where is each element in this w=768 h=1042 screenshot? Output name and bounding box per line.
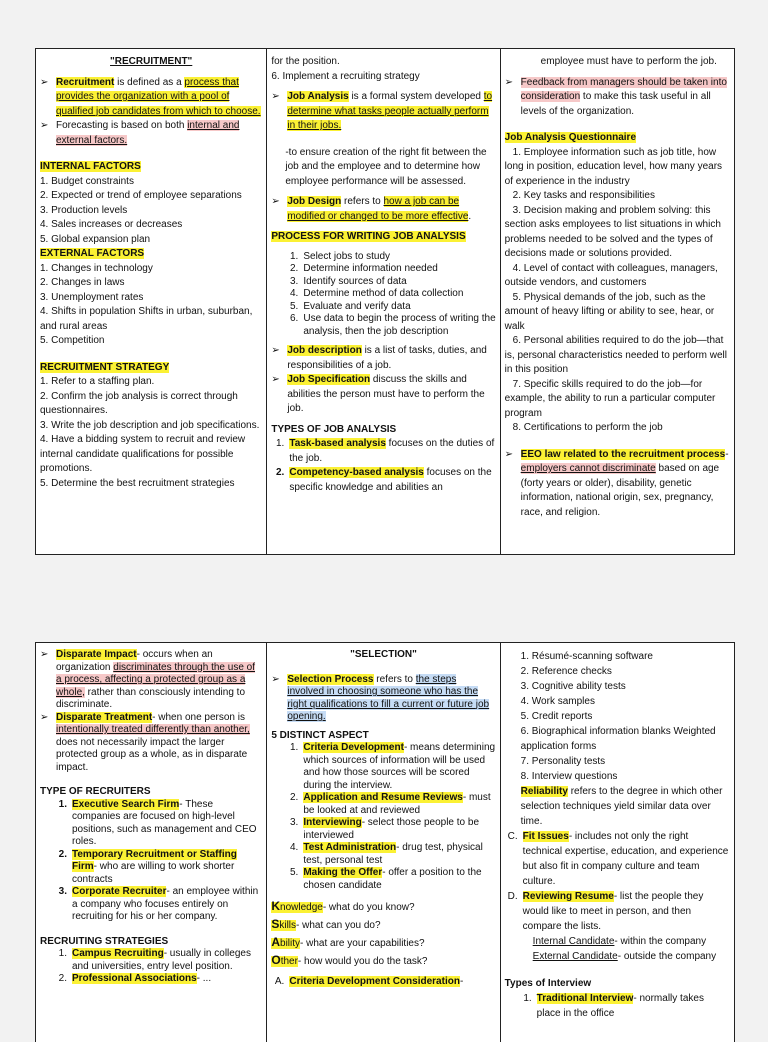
list-item: 3. Production levels <box>40 204 128 216</box>
job-analysis-purpose: -to ensure creation of the right fit between the job and the employee and to determine how employee performance will be assessed. <box>285 146 487 187</box>
list-item: 5. Evaluate and verify data <box>290 300 411 312</box>
list-item: 3. Cognitive ability tests <box>520 681 626 692</box>
list-item: 3. Identify sources of data <box>290 275 407 287</box>
types-title: TYPES OF JOB ANALYSIS <box>271 423 397 435</box>
list-item: 2. Temporary Recruitment or Staffing Firm- who are willing to work shorter contracts <box>58 848 237 885</box>
list-item: 1. Task-based analysis focuses on the duties of the job. <box>276 438 495 464</box>
list-item: 2. Competency-based analysis focuses on the specific knowledge and abilities an <box>276 467 492 493</box>
list-item: 7. Personality tests <box>520 756 606 767</box>
recruiter-types-title: TYPE OF RECRUITERS <box>40 786 151 797</box>
list-item: 1. Refer to a staffing plan. <box>40 376 155 387</box>
eeo-law-note: ➢ EEO law related to the recruitment process- employers cannot discriminate based on age (forty years or older), disability, genetic information, national origin, sex, pregnancy, race, and religion. <box>505 448 730 521</box>
list-item: 8. Interview questions <box>520 771 618 782</box>
recruitment-strategy-list <box>40 375 262 491</box>
external-factors-title: EXTERNAL FACTORS <box>40 248 145 259</box>
selection-tools-column <box>501 643 734 1042</box>
list-item: 1. Changes in technology <box>40 262 153 274</box>
list-item: 1. Employee information such as job title, how long in position, education level, how many years of experience in the industry <box>504 146 723 187</box>
bottom-notes-table <box>35 642 735 1042</box>
list-item: Ability- what are your capabilities? <box>271 935 425 949</box>
list-item: 6. Biographical information blanks Weighted application forms <box>520 726 716 752</box>
list-item: 2. Confirm the job analysis is correct through questionnaires. <box>40 390 238 416</box>
disparate-treatment-note: ➢ Disparate Treatment- when one person is intentionally treated differently than another, does not necessarily impact the larger protected group as a whole, as in disparate impact. <box>40 711 250 773</box>
internal-factors-list <box>40 175 262 248</box>
list-item: 3. Write the job description and job specifications. <box>40 419 260 431</box>
aspect-list <box>271 742 495 892</box>
list-item: 5. Determine the best recruitment strategies <box>40 477 235 489</box>
list-item: Reliability refers to the degree in which other selection techniques yield similar data over time. <box>520 786 723 827</box>
list-item: D. Reviewing Resume- list the people they would like to meet in person, and then compare the lists. <box>507 891 704 932</box>
list-item: 7. Specific skills required to do the job—for example, the ability to run a particular computer program <box>504 378 716 419</box>
job-analysis-column <box>267 49 500 554</box>
list-item: 4. Determine method of data collection <box>290 288 464 299</box>
list-item: 5. Physical demands of the job, such as the amount of heavy lifting or ability to see, hear, or walk <box>504 291 715 332</box>
list-item: 2. Professional Associations- ... <box>58 973 212 984</box>
selection-process-definition: ➢ Selection Process refers to the steps involved in choosing someone who has the right qualifications to fill a current or future job opening. <box>271 673 490 722</box>
questionnaire-column <box>501 49 734 554</box>
process-title: PROCESS FOR WRITING JOB ANALYSIS <box>271 231 466 242</box>
external-factors-list <box>40 262 262 349</box>
list-item: 3. Corporate Recruiter- an employee within a company who focuses entirely on recruiting for his or her company. <box>58 886 259 922</box>
list-item: Skills- what can you do? <box>271 917 381 931</box>
selection-title: "SELECTION" <box>350 649 417 660</box>
list-item: 2. Expected or trend of employee separations <box>40 190 242 201</box>
arrow-bullet-icon: ➢ <box>40 649 49 660</box>
list-item: 4. Sales increases or decreases <box>40 219 183 230</box>
list-item: 1. Traditional Interview- normally takes place in the office <box>523 993 704 1019</box>
questionnaire-list <box>505 146 730 436</box>
ksao-list <box>271 898 495 970</box>
list-item: Knowledge- what do you know? <box>271 899 415 913</box>
distinct-aspect-title: 5 DISTINCT ASPECT <box>271 729 369 741</box>
job-analysis-definition: ➢ Job Analysis is a formal system developed to determine what tasks people actually perform in their jobs. <box>271 90 495 134</box>
list-item: 5. Global expansion plan <box>40 233 151 245</box>
recruiting-strategies-title: RECRUITING STRATEGIES <box>40 935 169 947</box>
list-item: 8. Certifications to perform the job <box>512 422 663 433</box>
process-list <box>271 251 495 339</box>
job-description-definition: ➢ Job description is a list of tasks, duties, and responsibilities of a job. <box>271 344 495 373</box>
list-item: C. Fit Issues- includes not only the right technical expertise, education, and experience but also fit in company culture and team culture. <box>507 831 729 887</box>
arrow-bullet-icon: ➢ <box>504 448 514 460</box>
recruitment-column <box>36 49 267 554</box>
recruitment-definition: ➢ Recruitment is defined as a process that provides the organization with a pool of qualified job candidates from which to choose. <box>40 76 262 120</box>
forecasting-note: ➢ Forecasting is based on both internal and external factors. <box>40 119 262 148</box>
list-item: 4. Test Administration- drug test, physical test, personal test <box>290 842 483 866</box>
list-item: Other- how would you do the task? <box>271 953 428 967</box>
arrow-bullet-icon: ➢ <box>271 673 280 685</box>
arrow-bullet-icon: ➢ <box>271 374 280 385</box>
arrow-bullet-icon: ➢ <box>271 345 280 356</box>
list-item: 1. Select jobs to study <box>290 250 391 262</box>
selection-column <box>267 643 500 1042</box>
list-item: 1. Résumé-scanning software <box>520 651 653 662</box>
candidate-types <box>505 934 730 964</box>
arrow-bullet-icon: ➢ <box>271 196 280 207</box>
internal-factors-title: INTERNAL FACTORS <box>40 161 141 172</box>
list-item: 5. Making the Offer- offer a position to the chosen candidate <box>290 867 482 891</box>
continued-text: for the position. <box>271 56 340 67</box>
continued-text: employee must have to perform the job. <box>540 56 717 67</box>
recruitment-title: "RECRUITMENT" <box>110 56 193 67</box>
list-item: 6. Use data to begin the process of writing the analysis, then the job description <box>290 313 496 337</box>
list-item: 2. Reference checks <box>520 666 612 677</box>
recruitment-strategy-title: RECRUITMENT STRATEGY <box>40 361 170 373</box>
list-item: 1. Criteria Development- means determining which sources of information will be used and how those sources will be scored during the interview. <box>290 742 496 791</box>
questionnaire-title: Job Analysis Questionnaire <box>504 132 637 143</box>
list-item: 4. Level of contact with colleagues, managers, outside vendors, and customers <box>504 262 718 288</box>
selection-tools-list <box>505 649 730 829</box>
list-item: 5. Competition <box>40 335 105 346</box>
list-item: 1. Campus Recruiting- usually in colleges and universities, entry level position. <box>58 948 251 972</box>
list-item: 3. Decision making and problem solving: this section asks employees to list situations in which problems needed to be solved and the types of decisions made or solutions provided. <box>504 204 721 259</box>
disparate-impact-note: ➢ Disparate Impact- occurs when an organization discriminates through the use of a process, affecting a protected group as a whole, rather than consciously intending to discriminate. <box>40 649 256 710</box>
arrow-bullet-icon: ➢ <box>504 76 514 88</box>
job-specification-definition: ➢ Job Specification discuss the skills and abilities the person must have to perform the job. <box>271 373 495 417</box>
list-item: 1. Budget constraints <box>40 175 134 187</box>
list-item: 3. Interviewing- select those people to be interviewed <box>290 817 480 841</box>
arrow-bullet-icon: ➢ <box>40 76 49 88</box>
job-design-definition: ➢ Job Design refers to how a job can be modified or changed to be more effective. <box>271 195 495 224</box>
list-item: 5. Credit reports <box>520 711 593 722</box>
arrow-bullet-icon: ➢ <box>271 91 280 102</box>
list-item: 3. Unemployment rates <box>40 291 144 303</box>
list-item: External Candidate- outside the company <box>532 951 717 962</box>
arrow-bullet-icon: ➢ <box>40 711 49 723</box>
list-item: A. Criteria Development Consideration- <box>274 976 464 987</box>
top-notes-table <box>35 48 735 555</box>
list-item: 2. Determine information needed <box>290 263 438 274</box>
list-item: 2. Key tasks and responsibilities <box>512 190 655 201</box>
list-item: 2. Changes in laws <box>40 277 125 288</box>
arrow-bullet-icon: ➢ <box>40 120 49 131</box>
list-item: 6. Personal abilities required to do the job—that is, personal characteristics needed to perform well in this position <box>504 335 727 375</box>
interview-types-title: Types of Interview <box>504 978 592 989</box>
list-item: 4. Shifts in population Shifts in urban, suburban, and rural areas <box>40 306 253 332</box>
list-item: 2. Application and Resume Reviews- must be looked at and reviewed <box>290 792 491 816</box>
list-item: Internal Candidate- within the company <box>532 936 707 947</box>
recruiters-column <box>36 643 267 1042</box>
list-item: 4. Work samples <box>520 696 595 707</box>
list-item: 4. Have a bidding system to recruit and review internal candidate qualifications for possible promotions. <box>40 434 246 474</box>
list-item: 6. Implement a recruiting strategy <box>271 70 420 82</box>
feedback-note: ➢ Feedback from managers should be taken into consideration to make this task useful in all levels of the organization. <box>505 76 730 120</box>
list-item: 1. Executive Search Firm- These companies are focused on high-level positions, such as management and CEO roles. <box>58 798 257 847</box>
